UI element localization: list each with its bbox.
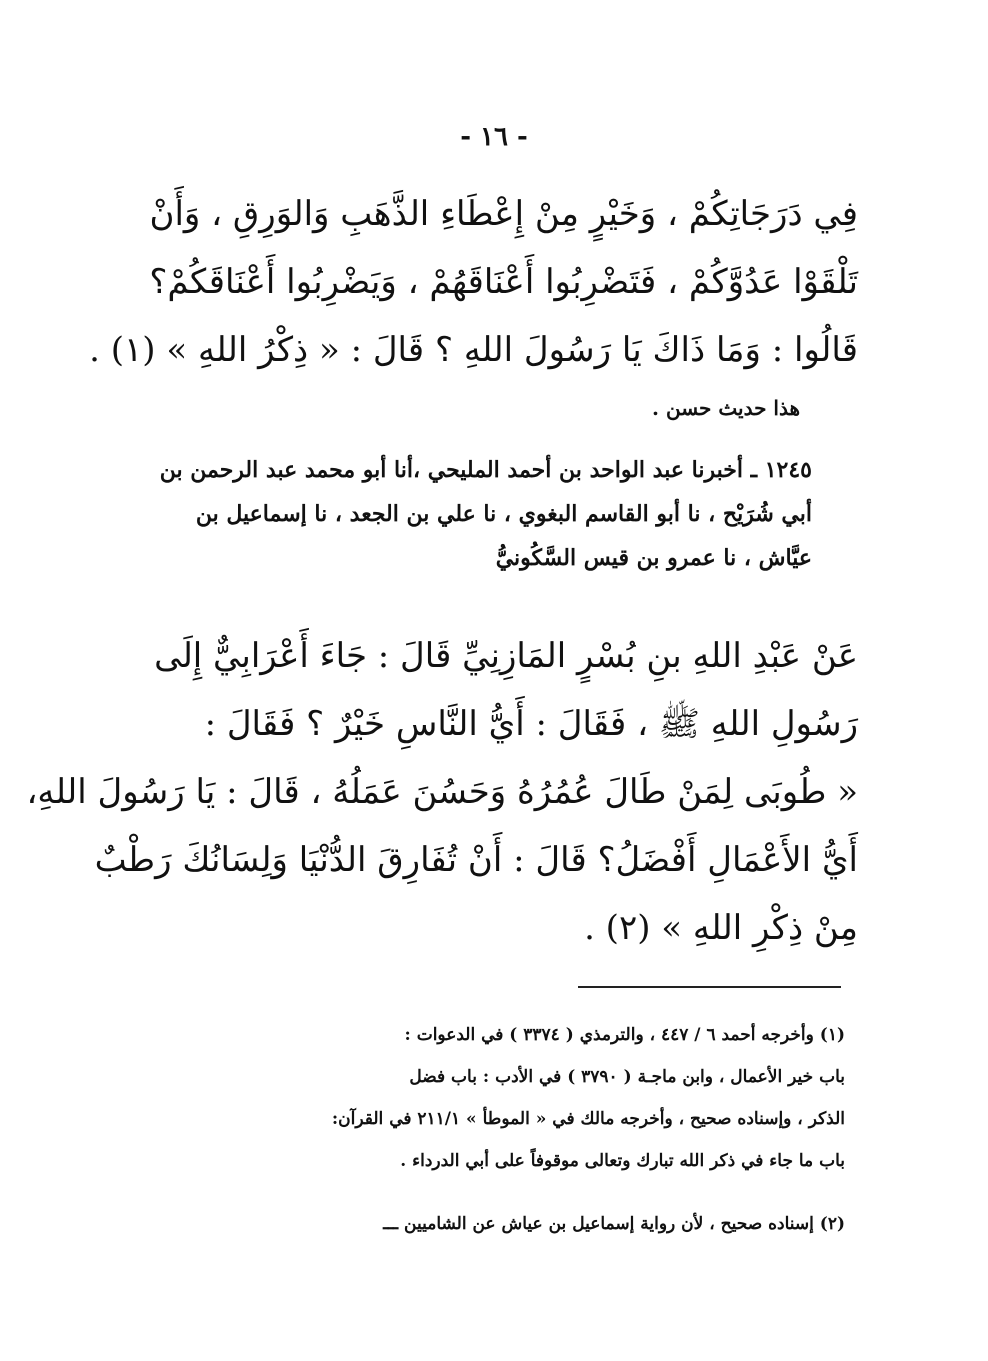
footnote-2 <box>180 1203 845 1245</box>
footnote-line: (١) وأخرجه أحمد ٦ / ٤٤٧ ، والترمذي ( ٣٣٧٤ ) في الدعوات : <box>404 1025 845 1045</box>
text-line: فِي دَرَجَاتِكُمْ ، وَخَيْرٍ مِنْ إِعْطَاءِ الذَّهَبِ وَالوَرِقِ ، وَأَنْ <box>149 194 858 234</box>
text-line: ١٢٤٥ ـ أخبرنا عبد الواحد بن أحمد المليحي ،أنا أبو محمد عبد الرحمن بن <box>159 457 812 483</box>
hadith-text-continued <box>89 180 858 384</box>
text-line: قَالُوا : وَمَا ذَاكَ يَا رَسُولَ اللهِ ؟ قَالَ : « ذِكْرُ اللهِ » (١) . <box>89 330 858 370</box>
footnote-line: باب خير الأعمال ، وابن ماجـة ( ٣٧٩٠ ) في الأدب : باب فضل <box>409 1067 845 1087</box>
text-line: أبي شُرَيْح ، نا أبو القاسم البغوي ، نا علي بن الجعد ، نا إسماعيل بن <box>195 501 812 527</box>
footnote-line: الذكر ، وإسناده صحيح ، وأخرجه مالك في « الموطأ » ٢١١/١ في القرآن: <box>331 1109 845 1129</box>
hadith-text <box>26 622 858 962</box>
text-line: أَيُّ الأَعْمَالِ أَفْضَلُ؟ قَالَ : أَنْ تُفَارِقَ الدُّنْيَا وَلِسَانُكَ رَطْبٌ <box>94 840 858 880</box>
footnote-1 <box>180 1014 845 1182</box>
footnote-divider <box>578 986 841 988</box>
isnad-chain <box>159 448 812 580</box>
text-line: عَنْ عَبْدِ اللهِ بنِ بُسْرٍ المَازِنِيِّ قَالَ : جَاءَ أَعْرَابِيٌّ إِلَى <box>154 636 858 676</box>
footnote-line: (٢) إسناده صحيح ، لأن رواية إسماعيل بن عياش عن الشاميين ـــ <box>383 1214 845 1234</box>
hadith-grading: هذا حديث حسن . <box>652 396 800 420</box>
text-line: عيَّاش ، نا عمرو بن قيس السَّكُونيُّ <box>495 545 812 571</box>
footnote-line: باب ما جاء في ذكر الله تبارك وتعالى موقوفاً على أبي الدرداء . <box>400 1151 845 1171</box>
text-line: تَلْقَوْا عَدُوَّكُمْ ، فَتَضْرِبُوا أَعْنَاقَهُمْ ، وَيَضْرِبُوا أَعْنَاقَكُمْ؟ <box>149 262 858 302</box>
page-number: - ١٦ - <box>460 122 528 152</box>
text-line: رَسُولِ اللهِ ﷺ ، فَقَالَ : أَيُّ النَّاسِ خَيْرٌ ؟ فَقَالَ : <box>204 704 858 744</box>
text-line: مِنْ ذِكْرِ اللهِ » (٢) . <box>584 908 858 948</box>
text-line: « طُوبَى لِمَنْ طَالَ عُمُرُهُ وَحَسُنَ عَمَلُهُ ، قَالَ : يَا رَسُولَ اللهِ، <box>26 772 858 812</box>
